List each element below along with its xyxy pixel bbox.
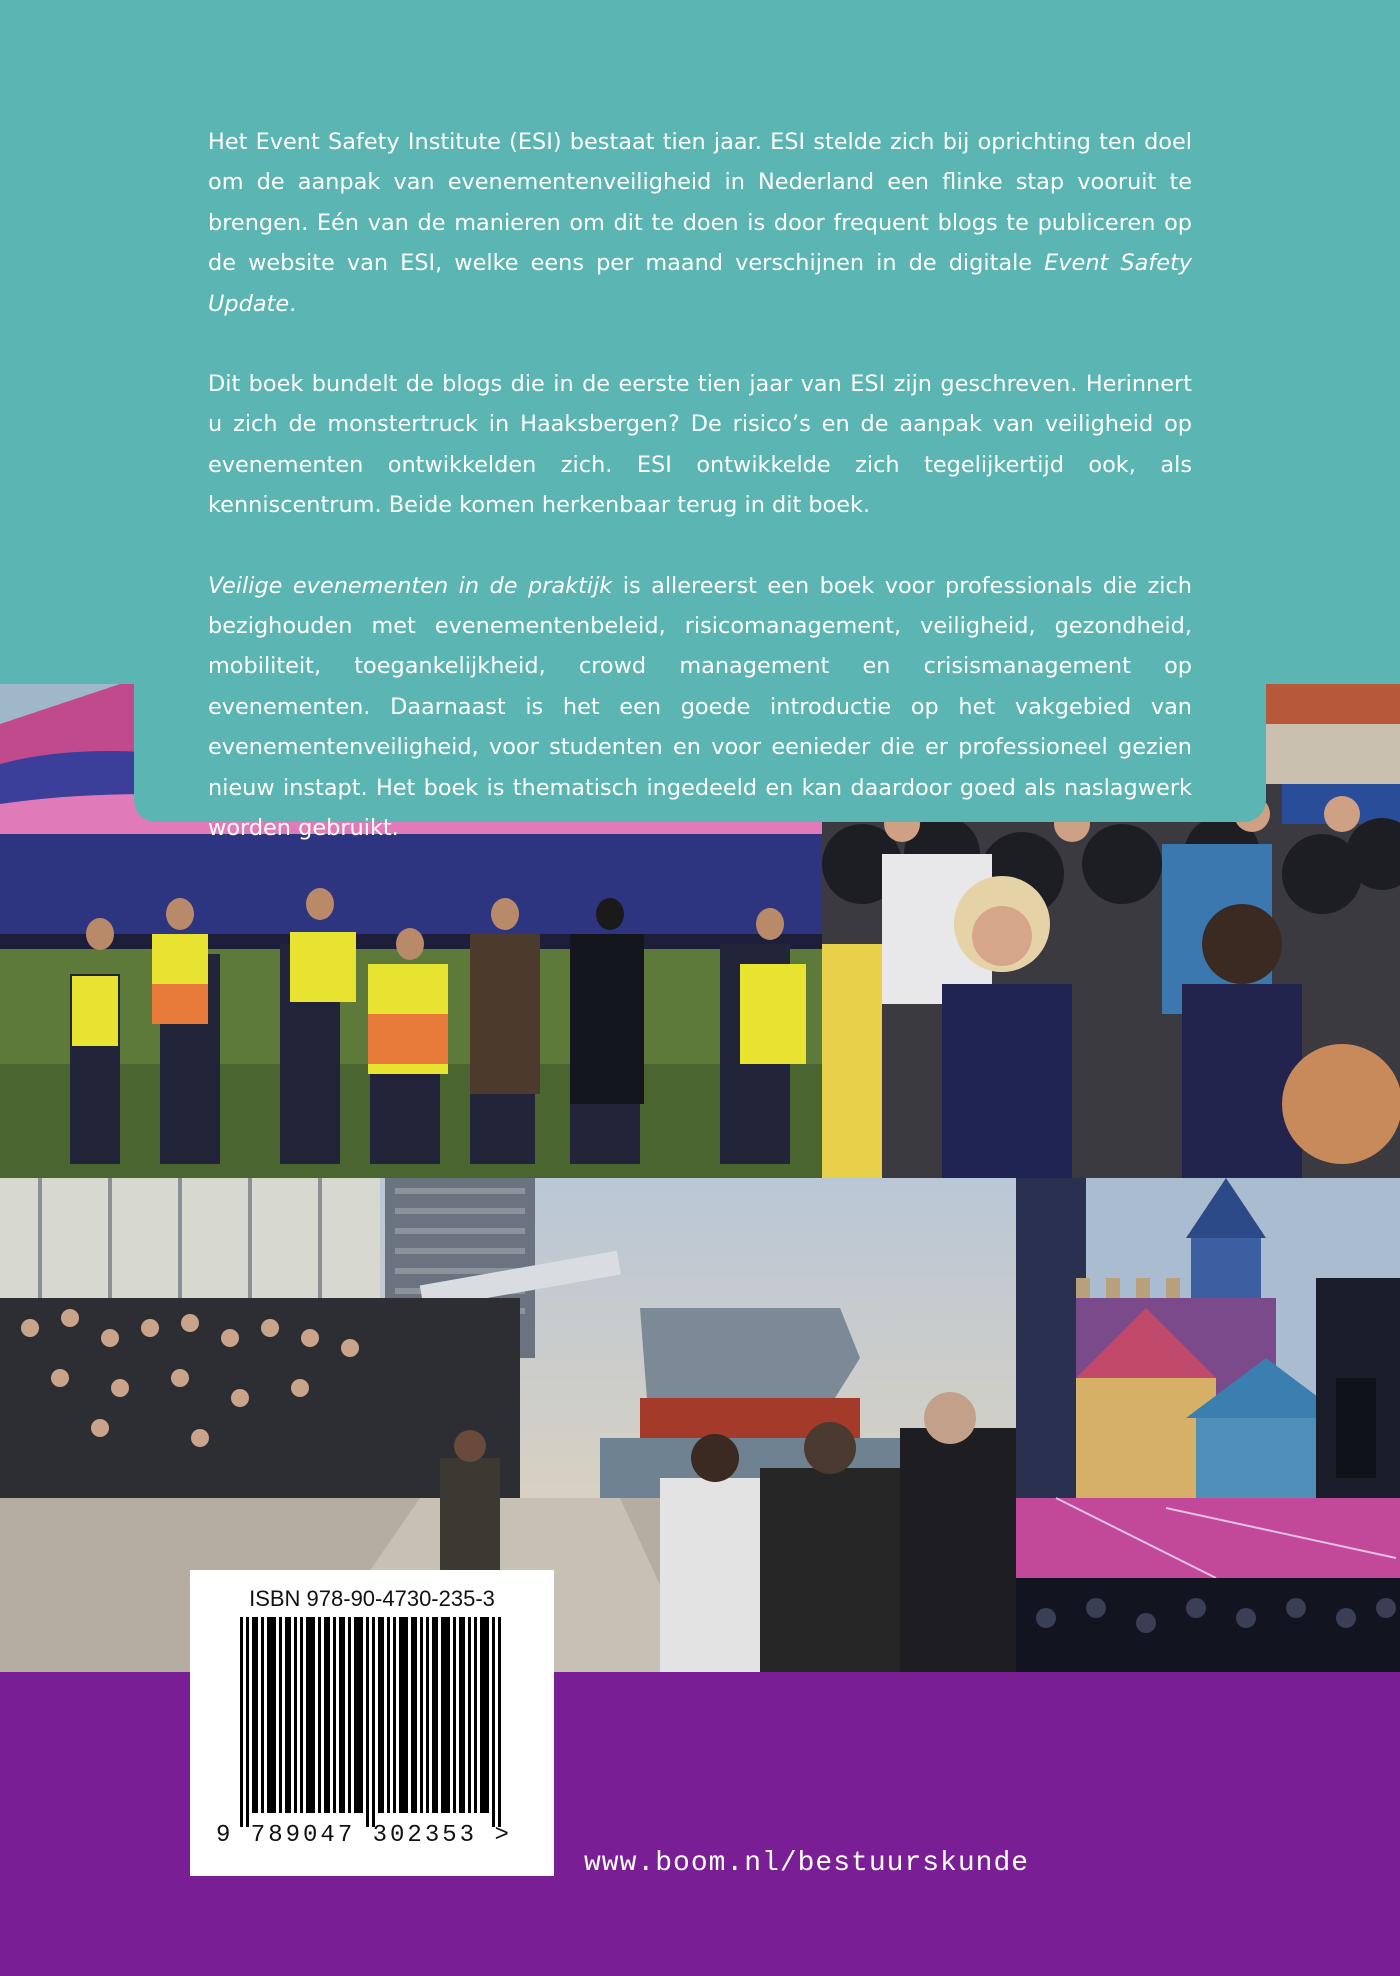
isbn-label: ISBN 978-90-4730-235-3 bbox=[249, 1586, 495, 1611]
photo-castle-stage bbox=[1016, 1178, 1400, 1672]
publisher-website[interactable]: www.boom.nl/bestuurskunde bbox=[584, 1848, 1030, 1879]
blurb-paragraph-3: Veilige evenementen in de praktijk is allereerst een boek voor professionals die zich bezighouden met evenementenbeleid, risicomanagement, veiligheid, gezondheid, mobiliteit, toegankelijkheid, crowd management en crisismanagement op evenementen. Daarnaast is het een goede introductie op het vakgebied van evenementenveiligheid, voor studenten en voor eenieder die er professioneel gezien nieuw instapt. Het boek is thematisch ingedeeld en kan daardoor goed als naslagwerk worden gebruikt. bbox=[208, 572, 1192, 842]
book-title: Veilige evenementen in de praktijk bbox=[208, 572, 613, 599]
barcode-number: 9 789047 302353 > bbox=[216, 1822, 512, 1849]
barcode-bars bbox=[240, 1617, 504, 1827]
isbn-barcode bbox=[190, 1570, 554, 1876]
blurb-paragraph-1: Het Event Safety Institute (ESI) bestaat tien jaar. ESI stelde zich bij oprichting ten doel om de aanpak van evenementenveiligheid in Nederland een flinke stap vooruit te brengen. Eén van de manieren om dit te doen is door frequent blogs te publiceren op de website van ESI, welke eens per maand verschijnen in de digitale Event Safety Update. bbox=[208, 129, 1192, 317]
back-cover-blurb bbox=[208, 122, 1192, 889]
newsletter-title: Event Safety Update bbox=[208, 250, 1192, 317]
blurb-paragraph-2: Dit boek bundelt de blogs die in de eerste tien jaar van ESI zijn geschreven. Herinnert u zich de monstertruck in Haaksbergen? De risico’s en de aanpak van veiligheid op evenementen ontwikkelden zich. ESI ontwikkelde zich tegelijkertijd ook, als kenniscentrum. Beide komen herkenbaar terug in dit boek. bbox=[208, 371, 1192, 519]
